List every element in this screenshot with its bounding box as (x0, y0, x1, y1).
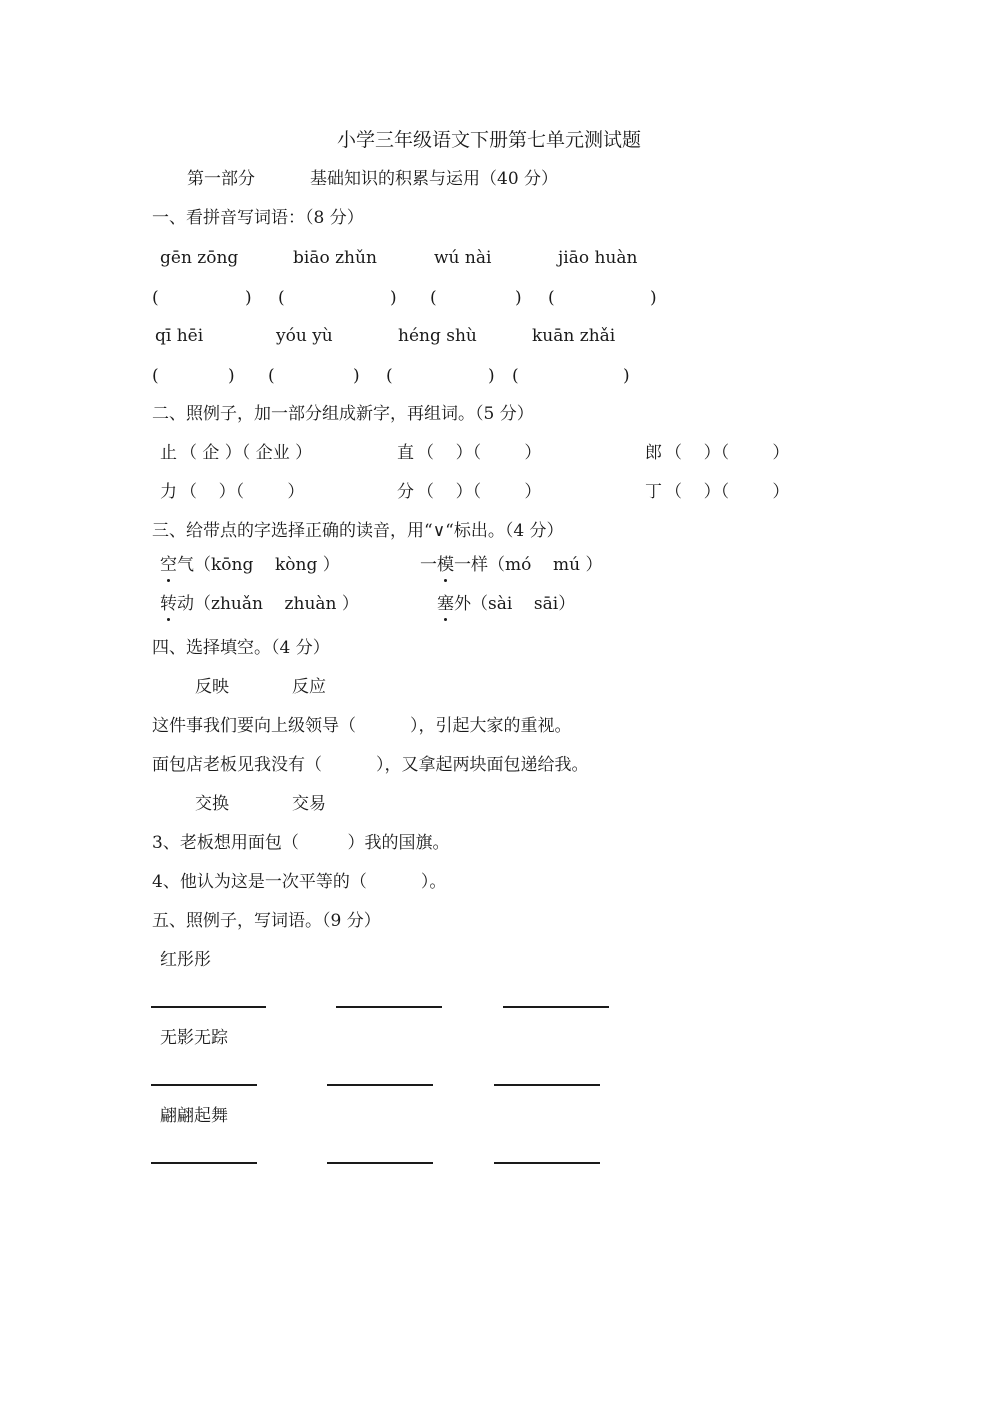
q1-pinyin-8: kuān zhǎi (532, 326, 616, 346)
answer-line (503, 1006, 609, 1008)
q4-word-choice: 交换 (195, 794, 229, 814)
q3-heading: 三、给带点的字选择正确的读音，用“∨“标出。（4 分） (152, 521, 564, 541)
q3-word-rest: 一样 (454, 555, 488, 575)
q3-options: （mó mú ） (488, 555, 603, 575)
q5-example-word: 翩翩起舞 (160, 1106, 228, 1126)
q2-answer: （ ）（ ） (417, 443, 542, 463)
q5-example-word: 无影无踪 (160, 1028, 228, 1048)
q2-base-char: 直 (397, 443, 414, 463)
answer-box-close: ) (488, 366, 495, 386)
answer-line (494, 1162, 600, 1164)
q4-word-choice: 反应 (292, 677, 326, 697)
q3-word-pre: 一 (420, 555, 437, 575)
q1-pinyin-6: yóu yù (276, 326, 333, 346)
answer-box-open: ( (386, 366, 393, 386)
q3-dotted-char: 空 (160, 555, 177, 575)
q3-item (160, 596, 359, 613)
page-title: 小学三年级语文下册第七单元测试题 (337, 129, 642, 151)
answer-box-close: ) (228, 366, 235, 386)
q3-item (160, 557, 340, 574)
q2-base-char: 丁 (645, 482, 662, 502)
q5-example-word: 红彤彤 (160, 950, 211, 970)
q2-base-char: 止 (160, 443, 177, 463)
answer-box-close: ) (623, 366, 630, 386)
answer-box-close: ) (245, 288, 252, 308)
answer-box-open: ( (512, 366, 519, 386)
q3-item (437, 596, 575, 613)
q1-pinyin-7: héng shù (398, 326, 477, 346)
answer-box-close: ) (515, 288, 522, 308)
q4-sentence-2: 面包店老板见我没有（ ），又拿起两块面包递给我。 (152, 755, 589, 775)
q3-word-rest: 气 (177, 555, 194, 575)
q2-answer: （ 企 ）（ 企业 ） (180, 443, 313, 463)
answer-line (151, 1162, 257, 1164)
q3-item (420, 557, 602, 574)
answer-line (151, 1084, 257, 1086)
answer-line (151, 1006, 266, 1008)
q2-answer: （ ）（ ） (665, 443, 790, 463)
q4-sentence-4: 4、他认为这是一次平等的（ ）。 (152, 872, 447, 892)
answer-line (494, 1084, 600, 1086)
answer-line (327, 1162, 433, 1164)
q1-pinyin-4: jiāo huàn (558, 248, 638, 268)
q1-pinyin-2: biāo zhǔn (293, 248, 377, 268)
q3-options: （sài sāi） (471, 594, 576, 614)
q4-sentence-3: 3、老板想用面包（ ）我的国旗。 (152, 833, 450, 853)
q1-pinyin-5: qī hēi (155, 326, 204, 346)
answer-box-open: ( (152, 288, 159, 308)
q4-sentence-1: 这件事我们要向上级领导（ ），引起大家的重视。 (152, 716, 572, 736)
q1-pinyin-3: wú nài (434, 248, 492, 268)
q1-pinyin-1: gēn zōng (160, 248, 239, 268)
answer-box-open: ( (430, 288, 437, 308)
q3-dotted-char: 转 (160, 594, 177, 614)
q3-options: （kōng kòng ） (194, 555, 340, 575)
q4-word-choice: 反映 (195, 677, 229, 697)
answer-box-open: ( (268, 366, 275, 386)
q2-answer: （ ）（ ） (417, 482, 542, 502)
q2-answer: （ ）（ ） (665, 482, 790, 502)
q2-heading: 二、照例子，加一部分组成新字，再组词。（5 分） (152, 404, 534, 424)
answer-box-close: ) (650, 288, 657, 308)
q3-word-rest: 动 (177, 594, 194, 614)
answer-line (327, 1084, 433, 1086)
q2-answer: （ ）（ ） (180, 482, 305, 502)
q5-heading: 五、照例子，写词语。（9 分） (152, 911, 381, 931)
q2-base-char: 郎 (645, 443, 662, 463)
answer-line (336, 1006, 442, 1008)
q3-options: （zhuǎn zhuàn ） (194, 594, 359, 614)
q1-heading: 一、看拼音写词语：（8 分） (152, 208, 364, 228)
answer-box-close: ) (390, 288, 397, 308)
answer-box-open: ( (548, 288, 555, 308)
answer-box-open: ( (278, 288, 285, 308)
q3-dotted-char: 模 (437, 555, 454, 575)
q2-base-char: 力 (160, 482, 177, 502)
q4-heading: 四、选择填空。（4 分） (152, 638, 330, 658)
q2-base-char: 分 (397, 482, 414, 502)
q4-word-choice: 交易 (292, 794, 326, 814)
part-label: 第一部分 (187, 169, 255, 189)
q3-dotted-char: 塞 (437, 594, 454, 614)
answer-box-close: ) (353, 366, 360, 386)
answer-box-open: ( (152, 366, 159, 386)
part-description: 基础知识的积累与运用（40 分） (310, 169, 559, 189)
q3-word-rest: 外 (454, 594, 471, 614)
